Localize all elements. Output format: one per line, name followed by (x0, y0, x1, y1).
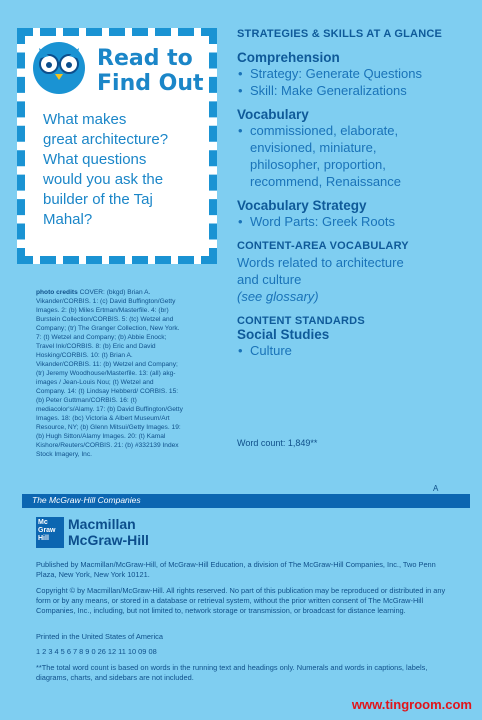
printed-in: Printed in the United States of America (36, 632, 163, 641)
comprehension-heading: Comprehension (237, 50, 340, 65)
comprehension-list (237, 65, 472, 99)
vocabulary-heading: Vocabulary (237, 107, 309, 122)
list-item (237, 122, 472, 190)
question-line: What questions (43, 151, 147, 168)
vocab-line: philosopher, proportion, (250, 157, 386, 172)
logo-mark: Mc Graw Hill (38, 519, 56, 542)
page-letter: A (433, 484, 439, 493)
print-numbers: 1 2 3 4 5 6 7 8 9 0 26 12 11 10 09 08 (36, 647, 157, 656)
vocab-line: envisioned, miniature, (250, 140, 377, 155)
question-line: builder of the Taj (43, 191, 153, 208)
standards-heading: CONTENT STANDARDS (237, 315, 365, 327)
publisher-name (68, 516, 149, 548)
owl-icon (27, 38, 91, 98)
strategies-column (237, 28, 472, 359)
credits-label: photo credits (36, 289, 78, 296)
question-line: great architecture? (43, 131, 169, 148)
publisher-bar-text: The McGraw·Hill Companies (32, 495, 141, 505)
word-count: Word count: 1,849** (237, 438, 318, 448)
vocab-strategy-list (237, 213, 472, 230)
question-line: Mahal? (43, 211, 93, 228)
standards-subtitle: Social Studies (237, 327, 330, 342)
copyright: Copyright © by Macmillan/McGraw-Hill. All rights reserved. No part of this publication may be reproduced or distributed in any form or by any means, or stored in a database or retrieval system, without the prior written consent of The McGraw-Hill Companies, Inc., including, but not limited to, network storage or transmission, or broadcast for distance learning. (36, 586, 446, 615)
mcgraw-hill-logo (36, 517, 64, 548)
content-area-heading: CONTENT-AREA VOCABULARY (237, 240, 409, 252)
content-area-line: and culture (237, 272, 302, 287)
read-to-find-out-box (17, 28, 217, 264)
read-to-find-out-title (97, 46, 204, 96)
content-area-line: Words related to architecture (237, 255, 404, 270)
vocab-strategy-heading: Vocabulary Strategy (237, 198, 367, 213)
list-item: • Strategy: Generate Questions (237, 65, 472, 82)
glossary-note: (see glossary) (237, 289, 319, 304)
word-count-note: **The total word count is based on words in the running text and headings only. Numerals and words in captions, labels, diagrams, charts, and sidebars are not included. (36, 663, 428, 682)
list-item: • Culture (237, 342, 472, 359)
vocab-line: recommend, Renaissance (250, 174, 402, 189)
list-item: • Skill: Make Generalizations (237, 82, 472, 99)
vocabulary-list (237, 122, 472, 190)
watermark: www.tingroom.com (351, 697, 472, 712)
strategies-heading: STRATEGIES & SKILLS AT A GLANCE (237, 28, 443, 40)
question-line: would you ask the (43, 171, 164, 188)
title-line-2: Find Out (97, 71, 204, 96)
publisher-line-2: McGraw-Hill (68, 532, 149, 548)
credits-text: COVER: (bkgd) Brian A. Vikander/CORBIS. 1: (c) David Buffington/Getty Images. 2: (b) Miles Ertman/Masterfile. 4: (br) Burstein Collection/CORBIS. 5: (tc) Wetzel and Company; (tr) The Granger Collection, New York. 7: (t) Wetzel and Company; (b) Abbie Enock; Travel Ink/CORBIS. 8: (b) Eric and David Hosking/CORBIS. 10: (t) Brian A. Vikander/CORBIS. 11: (b) Wetzel and Company; (tr) Jeremy Woodhouse/Masterfile. 13: (all) akg-images / Jean-Louis Nou; (t) Wetzel and Company. 14: (t) Lindsay Hebberd/ CORBIS. 15: (b) Peter Guttman/CORBIS. 16: (t) mediacolor's/Alamy. 17: (b) David Buffington/Getty Images. 18: (bc) Victoria & Albert Museum/Art Resource, NY; (b) Glenn Mitsui/Getty Images. 19: (b) Hugh Sitton/Alamy Images. 20: (t) Kamal Kishore/Reuters/CORBIS. 21: (b) #332139 Index Stock Imagery, Inc. (36, 289, 183, 458)
publisher-bar (22, 494, 470, 508)
question-line: What makes (43, 111, 127, 128)
list-item: • Word Parts: Greek Roots (237, 213, 472, 230)
focus-question (43, 110, 213, 230)
published-by: Published by Macmillan/McGraw-Hill, of McGraw-Hill Education, a division of The McGraw-Hill Companies, Inc., Two Penn Plaza, New York, New York 10121. (36, 560, 436, 579)
photo-credits (36, 288, 183, 459)
standards-list (237, 342, 472, 359)
vocab-line: commissioned, elaborate, (250, 123, 399, 138)
publisher-line-1: Macmillan (68, 516, 136, 532)
title-line-1: Read to (97, 46, 193, 71)
